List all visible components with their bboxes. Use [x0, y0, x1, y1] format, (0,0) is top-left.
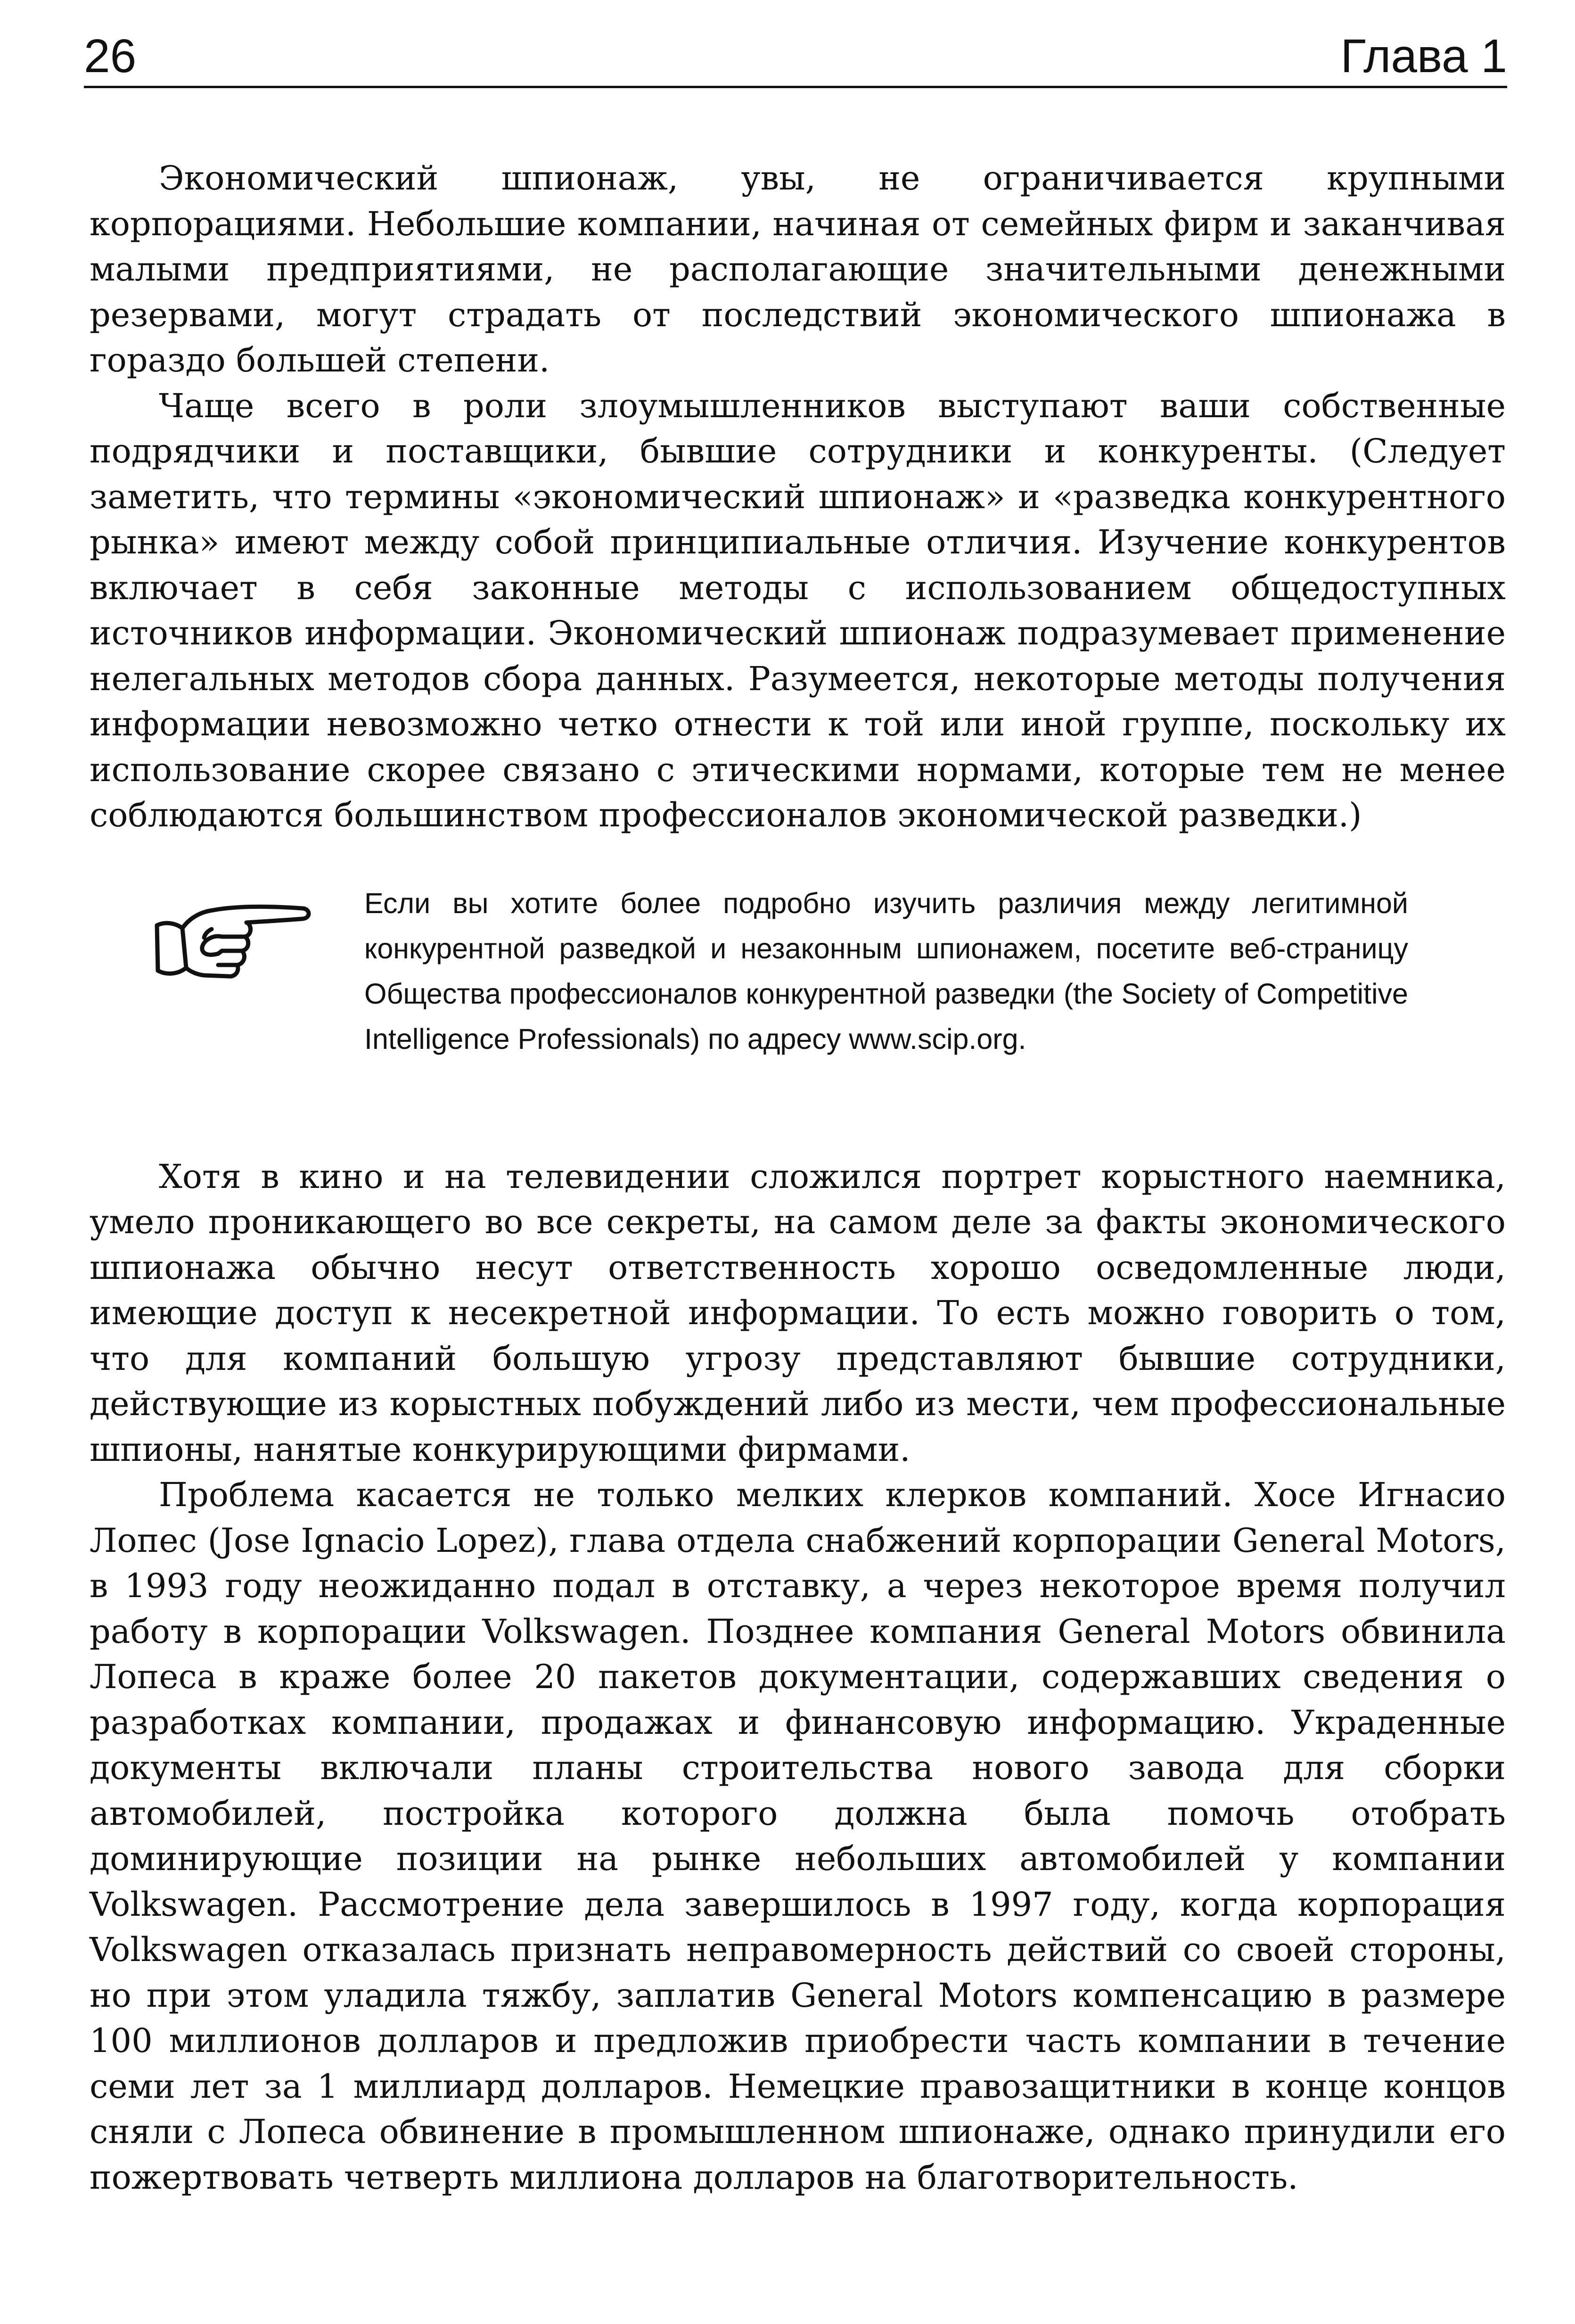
- note-text: Если вы хотите более подробно изучить различия между легитимной конкурентной разведкой и незаконным шпионажем, посетите веб-страницу Общества профессионалов конкурентной разведки (the Society of Competitive Intelligence Professionals) по адресу www.scip.org.: [364, 887, 1408, 1055]
- paragraph: Хотя в кино и на телевидении сложился портрет корыстного наемника, умело проникающего во все секреты, на самом деле за факты экономического шпионажа обычно несут ответственность хорошо осведомленные люди, имеющие доступ к несекретной информации. То есть можно говорить о том, что для компаний большую угрозу представляют бывшие сотрудники, действующие из корыстных побуждений либо из мести, чем профессиональные шпионы, нанятые конкурирующими фирмами.: [90, 1157, 1506, 1469]
- paragraph: Проблема касается не только мелких клерков компаний. Хосе Игнасио Лопес (Jose Ignacio Lopez), глава отдела снабжений корпорации General Motors, в 1993 году неожиданно подал в отставку, а через некоторое время получил работу в корпорации Volkswagen. Позднее компания General Motors обвинила Лопеса в краже более 20 пакетов документации, содержавших сведения о разработках компании, продажах и финансовую информацию. Украденные документы включали планы строительства нового завода для сборки автомобилей, постройка которого должна была помочь отобрать доминирующие позиции на рынке небольших автомобилей у компании Volkswagen. Рассмотрение дела завершилось в 1997 году, когда корпорация Volkswagen отказалась признать неправомерность действий со своей стороны, но при этом уладила тяжбу, заплатив General Motors компенсацию в размере 100 миллионов долларов и предложив приобрести часть компании в течение семи лет за 1 миллиард долларов. Немецкие правозащитники в конце концов сняли с Лопеса обвинение в промышленном шпионаже, однако принудили его пожертвовать четверть миллиона долларов на благотворительность.: [90, 1475, 1506, 2197]
- paragraph: Экономический шпионаж, увы, не ограничивается крупными корпорациями. Небольшие компании, начиная от семейных фирм и заканчивая малыми предприятиями, не располагающие значительными денежными резервами, могут страдать от последствий экономического шпионажа в гораздо большей степени.: [90, 159, 1506, 379]
- chapter-title: Глава 1: [1340, 30, 1507, 82]
- page-body: [90, 156, 1506, 2200]
- page-header: [84, 29, 1507, 88]
- note-box: [90, 881, 1506, 1114]
- paragraph: Чаще всего в роли злоумышленников выступают ваши собственные подрядчики и поставщики, бывшие сотрудники и конкуренты. (Следует заметить, что термины «экономический шпионаж» и «разведка конкурентного рынка» имеют между собой принципиальные отличия. Изучение конкурентов включает в себя законные методы с использованием общедоступных источников информации. Экономический шпионаж подразумевает применение нелегальных методов сбора данных. Разумеется, некоторые методы получения информации невозможно четко отнести к той или иной группе, поскольку их использование скорее связано с этическими нормами, которые тем не менее соблюдаются большинством профессионалов экономической разведки.): [90, 386, 1506, 834]
- page-number: 26: [84, 30, 137, 82]
- pointing-hand-icon: [152, 888, 315, 987]
